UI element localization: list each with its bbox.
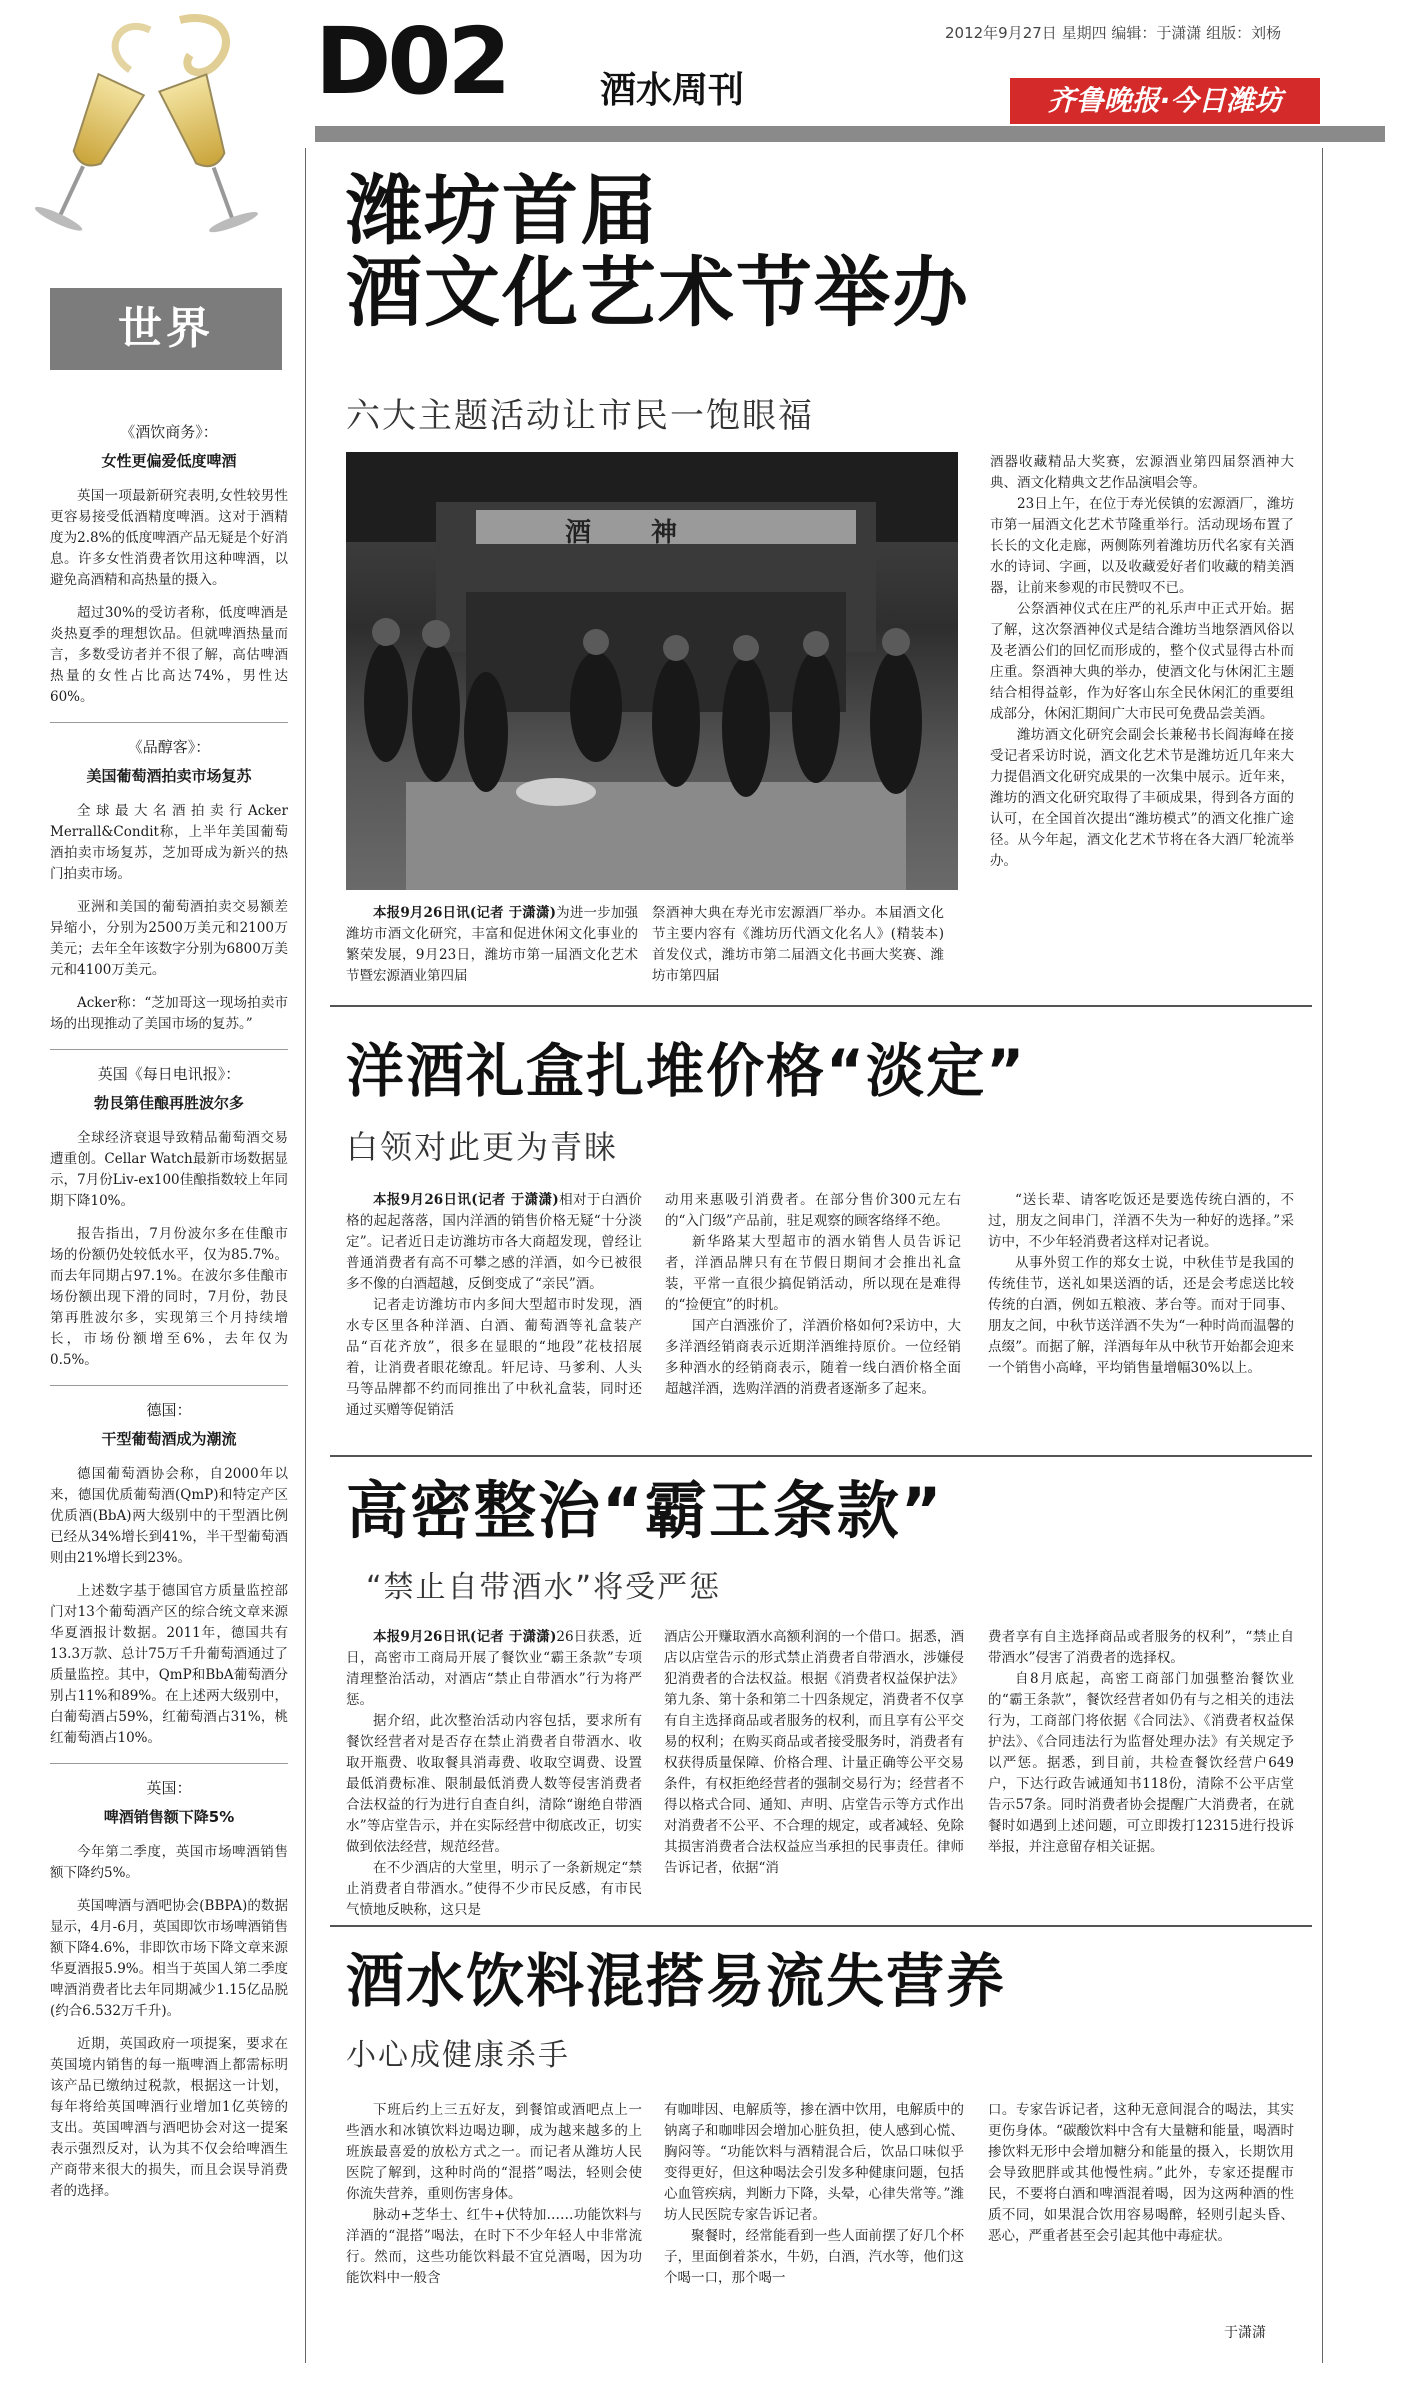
article4-paragraph: 口。专家告诉记者，这种无意间混合的喝法，其实更伤身体。“碳酸饮料中含有大量糖和能量，喝酒时掺饮料无形中会增加糖分和能量的摄入，长期饮用会导致肥胖或其他慢性病。”此外，专家还提醒市民，不要将白酒和啤酒混着喝，因为这两种酒的性质不同，如果混合饮用容易喝醉，轻则引起头昏、恶心，严重者甚至会引起其他中毒症状。 [988, 2102, 1294, 2244]
sidebar-paragraph: 上述数字基于德国官方质量监控部门对13个葡萄酒产区的综合统文章来源华夏酒报计数据。2011年，德国共有13.3万款、总计75万千升葡萄酒通过了质量监控。其中，QmP和BbA葡萄酒分别占11%和89%。在上述两大级别中，白葡萄酒占59%，红葡萄酒占31%，桃红葡萄酒占10%。 [50, 1583, 288, 1746]
article3-paragraph: 据介绍，此次整治活动内容包括，要求所有餐饮经营者对是否存在禁止消费者自带酒水、收取开瓶费、收取餐具消毒费、收取空调费、设置最低消费标准、限制最低消费人数等侵害消费者合法权益的行为进行自查自纠，清除“谢绝自带酒水”等店堂告示，并在实际经营中彻底改正，切实做到依法经营，规范经营。 [346, 1713, 642, 1855]
article1-column-2 [652, 903, 944, 987]
article3-column-1 [346, 1627, 642, 1921]
article4-column-2 [664, 2100, 964, 2289]
section-divider [330, 1455, 1312, 1457]
article4-paragraph: 脉动+芝华士、红牛+伏特加……功能饮料与洋酒的“混搭”喝法，在时下不少年轻人中非常流行。然而，这些功能饮料最不宜兑酒喝，因为功能饮料中一般含 [346, 2207, 642, 2286]
article4-paragraph: 下班后约上三五好友，到餐馆或酒吧点上一些酒水和冰镇饮料边喝边聊，成为越来越多的上班族最喜爱的放松方式之一。而记者从潍坊人民医院了解到，这种时尚的“混搭”喝法，轻则会使你流失营养，重则伤害身体。 [346, 2102, 642, 2202]
article2-text: 相对于白酒价格的起起落落，国内洋酒的销售价格无疑“十分淡定”。记者近日走访潍坊市各大商超发现，曾经让普通消费者有高不可攀之感的洋酒，如今已被很多不像的白酒超越，反倒变成了“亲民”酒。 [346, 1192, 642, 1292]
article1-paragraph: 潍坊酒文化研究会副会长兼秘书长阎海峰在接受记者采访时说，酒文化艺术节是潍坊近几年来大力提倡酒文化研究成果的一次集中展示。近年来，潍坊的酒文化研究取得了丰硕成果，得到各方面的认可，在全国首次提出“潍坊模式”的酒文化推广途径。从今年起，酒文化艺术节将在各大酒厂轮流举办。 [990, 727, 1294, 869]
article2-subhead: 白领对此更为青睐 [346, 1128, 619, 1166]
sidebar-divider [305, 148, 306, 2363]
article4-paragraph: 聚餐时，经常能看到一些人面前摆了好几个杯子，里面倒着茶水，牛奶，白酒，汽水等，他们这个喝一口，那个喝一 [664, 2228, 964, 2286]
article1-headline-line1: 潍坊首届 [346, 166, 658, 255]
sidebar-paragraph: 报告指出，7月份波尔多在佳酿市场的份额仍处较低水平，仅为85.7%。而去年同期占97.1%。在波尔多佳酿市场份额出现下滑的同时，7月份，勃艮第再胜波尔多，实现第三个月持续增长，市场份额增至6%，去年仅为0.5%。 [50, 1226, 288, 1368]
article1-subhead: 六大主题活动让市民一饱眼福 [346, 396, 814, 436]
article3-paragraph: 自8月底起，高密工商部门加强整治餐饮业的“霸王条款”，餐饮经营者如仍有与之相关的违法行为，工商部门将依据《合同法》、《消费者权益保护法》、《合同违法行为监督处理办法》有关规定予以严惩。据悉，到目前，共检查餐饮经营户649户，下达行政告诫通知书118份，清除不公平店堂告示57条。同时消费者协会提醒广大消费者，在就餐时如遇到上述问题，可立即拨打12315进行投诉举报，并注意留存相关证据。 [988, 1671, 1294, 1855]
article4-column-3 [988, 2100, 1294, 2247]
article2-lead: 本报9月26日讯(记者 于潇潇) [373, 1192, 559, 1208]
article2-column-2 [665, 1190, 961, 1400]
sidebar-paragraph: 亚洲和美国的葡萄酒拍卖交易额差异缩小，分别为2500万美元和2100万美元；去年全年该数字分别为6800万美元和4100万美元。 [50, 899, 288, 978]
article4-paragraph: 有咖啡因、电解质等，掺在酒中饮用，电解质中的钠离子和咖啡因会增加心脏负担，使人感到心慌、胸闷等。“功能饮料与酒精混合后，饮品口味似乎变得更好，但这种喝法会引发多种健康问题，包括心血管疾病，判断力下降，头晕，心律失常等。”潍坊人民医院专家告诉记者。 [664, 2102, 964, 2223]
page-code: D02 [315, 8, 508, 115]
article1-headline [346, 166, 970, 338]
sidebar-paragraph: 全球经济衰退导致精品葡萄酒交易遭重创。Cellar Watch最新市场数据显示，7月份Liv-ex100佳酿指数较上年同期下降10%。 [50, 1130, 288, 1209]
sidebar-headline: 啤酒销售额下降5% [103, 1808, 235, 1826]
section-title: 酒水周刊 [600, 70, 745, 111]
article1-text: 为进一步加强潍坊市酒文化研究，丰富和促进休闲文化事业的繁荣发展，9月23日，潍坊市第一届酒文化艺术节暨宏源酒业第四届 [346, 905, 639, 984]
article3-text: 酒店公开赚取酒水高额利润的一个借口。据悉，酒店以店堂告示的形式禁止消费者自带酒水，涉嫌侵犯消费者的合法权益。根据《消费者权益保护法》第九条、第十条和第二十四条规定，消费者不仅享有自主选择商品或者服务的权利，而且享有公平交易的权利；在购买商品或者接受服务时，消费者有权获得质量保障、价格合理、计量正确等公平交易条件，有权拒绝经营者的强制交易行为；经营者不得以格式合同、通知、声明、店堂告示等方式作出对消费者不公平、不合理的规定，或者减轻、免除其损害消费者合法权益应当承担的民事责任。律师告诉记者，依据“消 [664, 1629, 964, 1876]
article4-byline: 于潇潇 [1224, 2325, 1266, 2341]
sidebar-paragraph: 超过30%的受访者称，低度啤酒是炎热夏季的理想饮品。但就啤酒热量而言，多数受访者并不很了解，高估啤酒热量的女性占比高达74%，男性达60%。 [50, 605, 288, 705]
sidebar-paragraph: 英国啤酒与酒吧协会(BBPA)的数据显示，4月-6月，英国即饮市场啤酒销售额下降4.6%，非即饮市场下降文章来源华夏酒报5.9%。相当于英国人第二季度啤酒消费者比去年同期减少1.15亿品脱(约合6.532万千升)。 [50, 1898, 288, 2019]
right-border [1322, 148, 1323, 2363]
ceremony-photo [346, 452, 958, 890]
article1-column-1 [346, 903, 638, 987]
article2-paragraph: 从事外贸工作的郑女士说，中秋佳节是我国的传统佳节，送礼如果送酒的话，还是会考虑送比较传统的白酒，例如五粮液、茅台等。而对于同事、朋友之间，中秋节送洋酒不失为“一种时尚而温馨的点缀”。而据了解，洋酒每年从中秋节开始都会迎来一个销售小高峰，平均销售量增幅30%以上。 [988, 1255, 1294, 1376]
article4-column-1 [346, 2100, 642, 2289]
sidebar-paragraph: 全球最大名酒拍卖行Acker Merrall&Condit称，上半年美国葡萄酒拍卖市场复苏，芝加哥成为新兴的热门拍卖市场。 [50, 803, 288, 882]
article2-paragraph: 国产白酒涨价了，洋酒价格如何?采访中，大多洋酒经销商表示近期洋酒维持原价。一位经销多种酒水的经销商表示，随着一线白酒价格全面超越洋酒，选购洋酒的消费者逐渐多了起来。 [665, 1318, 961, 1397]
sidebar-headline: 勃艮第佳酿再胜波尔多 [93, 1094, 244, 1112]
article3-subhead: “禁止自带酒水”将受严惩 [366, 1570, 722, 1605]
sidebar-item [50, 1778, 288, 2202]
sidebar-source: 《酒饮商务》： [120, 423, 218, 441]
sidebar-source: 《品醇客》： [127, 738, 211, 756]
article1-paragraph: 公祭酒神仪式在庄严的礼乐声中正式开始。据了解，这次祭酒神仪式是结合潍坊当地祭酒风俗以及老酒公们的回忆而形成的，整个仪式显得古朴而庄重。祭酒神大典的举办，使酒文化与休闲汇主题结合相得益彰，作为好客山东全民休闲汇的重要组成部分，休闲汇期间广大市民可免费品尝美酒。 [990, 601, 1294, 722]
sidebar-paragraph: 今年第二季度，英国市场啤酒销售额下降约5%。 [50, 1844, 288, 1881]
sidebar-source: 德国： [146, 1401, 192, 1419]
sidebar-paragraph: 德国葡萄酒协会称，自2000年以来，德国优质葡萄酒(QmP)和特定产区优质酒(BbA)两大级别中的干型酒比例已经从34%增长到41%，半干型葡萄酒则由21%增长到23%。 [50, 1466, 288, 1566]
article1-paragraph: 23日上午，在位于寿光侯镇的宏源酒厂，潍坊市第一届酒文化艺术节隆重举行。活动现场布置了长长的文化走廊，两侧陈列着潍坊历代名家有关酒水的诗词、字画，以及收藏爱好者们收藏的精美酒器，让前来参观的市民赞叹不已。 [990, 496, 1294, 596]
header-bar [315, 126, 1385, 142]
section-divider [330, 1005, 1312, 1007]
article3-paragraph: 在不少酒店的大堂里，明示了一条新规定“禁止消费者自带酒水。”使得不少市民反感，有市民气愤地反映称，这只是 [346, 1860, 642, 1918]
sidebar-paragraph: 近期，英国政府一项提案，要求在英国境内销售的每一瓶啤酒上都需标明该产品已缴纳过税款，根据这一计划，每年将给英国啤酒行业增加1亿英镑的支出。英国啤酒与酒吧协会对这一提案表示强烈反对，认为其不仅会给啤酒生产商带来很大的损失，而且会误导消费者的选择。 [50, 2036, 288, 2199]
article4-subhead: 小心成健康杀手 [346, 2038, 570, 2073]
article1-lead: 本报9月26日讯(记者 于潇潇) [373, 905, 556, 921]
article2-column-1 [346, 1190, 642, 1421]
sidebar-headline: 美国葡萄酒拍卖市场复苏 [86, 767, 252, 785]
article2-headline: 洋酒礼盒扎堆价格“淡定” [346, 1037, 1027, 1105]
article3-column-3 [988, 1627, 1294, 1858]
sidebar-item [50, 737, 288, 1035]
article1-text: 祭酒神大典在寿光市宏源酒厂举办。本届酒文化节主要内容有《潍坊历代酒文化名人》(精装本)首发仪式，潍坊市第二届酒文化书画大奖赛、潍坊市第四届 [652, 905, 944, 984]
article2-paragraph: 新华路某大型超市的酒水销售人员告诉记者，洋酒品牌只有在节假日期间才会推出礼盒装，平常一直很少搞促销活动，所以现在是难得的“捡便宜”的时机。 [665, 1234, 961, 1313]
dateline: 2012年9月27日 星期四 编辑：于潇潇 组版：刘杨 [945, 24, 1282, 42]
sidebar-paragraph: 英国一项最新研究表明,女性较男性更容易接受低酒精度啤酒。这对于酒精度为2.8%的低度啤酒产品无疑是个好消息。许多女性消费者饮用这种啤酒，以避免高酒精和高热量的摄入。 [50, 488, 288, 588]
article3-lead: 本报9月26日讯(记者 于潇潇) [373, 1629, 557, 1645]
world-section-tab: 世界 [50, 288, 282, 370]
sidebar-divider-line [50, 1049, 288, 1050]
article4-headline: 酒水饮料混搭易流失营养 [346, 1947, 1007, 2015]
article2-paragraph: “送长辈、请客吃饭还是要选传统白酒的，不过，朋友之间串门，洋酒不失为一种好的选择。”采访中，不少年轻消费者这样对记者说。 [988, 1192, 1294, 1250]
article2-paragraph: 动用来惠吸引消费者。在部分售价300元左右的“入门级”产品前，驻足观察的顾客络绎不绝。 [665, 1192, 961, 1229]
article1-headline-line2: 酒文化艺术节举办 [346, 248, 970, 338]
article3-text: 26日获悉，近日，高密市工商局开展了餐饮业“霸王条款”专项清理整治活动，对酒店“禁止自带酒水”行为将严惩。 [346, 1629, 642, 1708]
article2-column-3 [988, 1190, 1294, 1379]
sidebar-headline: 女性更偏爱低度啤酒 [101, 452, 237, 470]
article1-paragraph: 酒器收藏精品大奖赛，宏源酒业第四届祭酒神大典、酒文化精典文艺作品演唱会等。 [990, 454, 1294, 491]
photo-banner-sign: 酒神 [564, 518, 737, 548]
article2-paragraph: 记者走访潍坊市内多间大型超市时发现，酒水专区里各种洋酒、白酒、葡萄酒等礼盒装产品“百花齐放”，很多在显眼的“地段”花枝招展着，让消费者眼花缭乱。轩尼诗、马爹利、人头马等品牌都不约而同推出了中秋礼盒装，同时还通过买赠等促销活 [346, 1297, 642, 1418]
sidebar-item [50, 1400, 288, 1749]
sidebar-paragraph: Acker称：“芝加哥这一现场拍卖市场的出现推动了美国市场的复苏。” [50, 995, 288, 1032]
sidebar-item [50, 1064, 288, 1371]
sidebar-headline: 干型葡萄酒成为潮流 [101, 1430, 237, 1448]
champagne-glasses-illustration [30, 10, 280, 240]
section-divider [330, 1925, 1312, 1927]
article3-column-2 [664, 1627, 964, 1879]
article3-paragraph: 费者享有自主选择商品或者服务的权利”，“禁止自带酒水”侵害了消费者的选择权。 [988, 1629, 1294, 1666]
sidebar-divider-line [50, 1763, 288, 1764]
sidebar-divider-line [50, 722, 288, 723]
world-news-sidebar [50, 410, 288, 2214]
article1-column-3 [990, 452, 1294, 872]
sidebar-source: 英国： [146, 1779, 192, 1797]
sidebar-source: 英国《每日电讯报》： [97, 1065, 241, 1083]
article3-headline: 高密整治“霸王条款” [346, 1474, 944, 1547]
sidebar-divider-line [50, 1385, 288, 1386]
sidebar-item [50, 422, 288, 708]
newspaper-brand-logo: 齐鲁晚报·今日潍坊 [1010, 78, 1320, 124]
